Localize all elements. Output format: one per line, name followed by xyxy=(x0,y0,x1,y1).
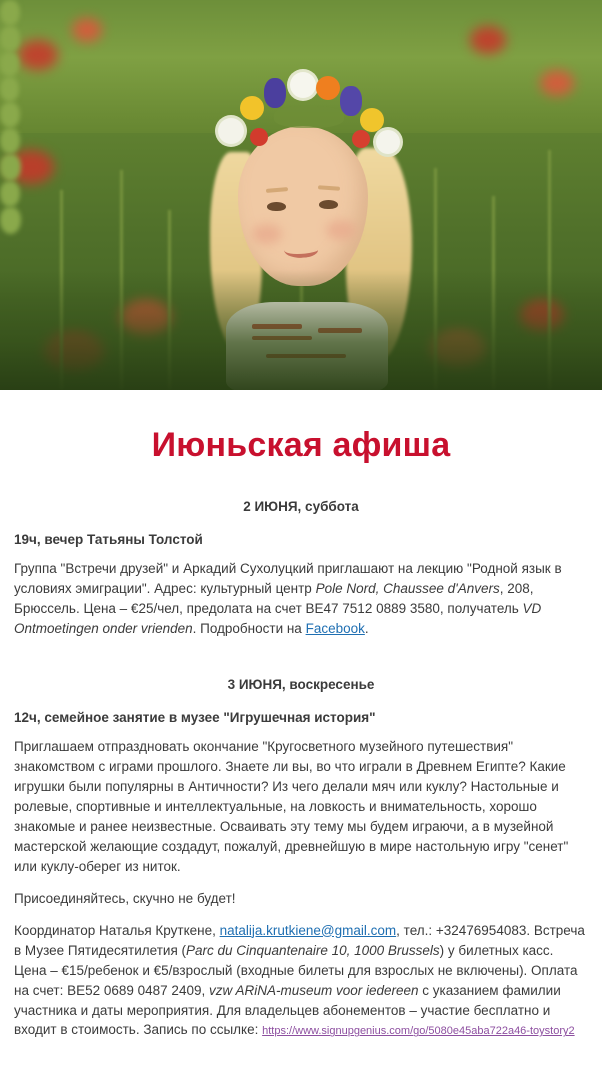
page-title: Июньская афиша xyxy=(151,426,451,464)
wreath-flower-white xyxy=(376,130,400,154)
wreath-flower-white xyxy=(218,118,244,144)
hero-photo xyxy=(0,0,602,390)
poppy-bud xyxy=(0,181,20,207)
wreath-flower-yellow xyxy=(240,96,264,120)
event-description xyxy=(14,559,588,639)
cheek xyxy=(326,220,356,240)
eye xyxy=(319,200,338,209)
flower-wreath xyxy=(212,72,402,164)
poppy-blossom xyxy=(72,18,102,42)
wreath-flower-orange xyxy=(316,76,340,100)
poppy-blossom xyxy=(18,40,58,70)
event-subheading: 12ч, семейное занятие в музее "Игрушечная история" xyxy=(14,709,376,725)
poppy-bud xyxy=(0,128,20,154)
payee-name: vzw ARiNA-museum voor iedereen xyxy=(208,982,419,998)
facebook-link[interactable]: Facebook xyxy=(305,620,365,636)
article-content xyxy=(0,426,602,1066)
wreath-flower-red xyxy=(250,128,268,146)
cheek xyxy=(252,224,282,244)
text-run: . Подробности на xyxy=(192,620,306,636)
wreath-flower-red xyxy=(352,130,370,148)
text-run: . xyxy=(364,620,369,636)
poppy-bud xyxy=(0,26,20,52)
poppy-blossom xyxy=(470,26,506,54)
text-run: , тел.: +32476954083. Встреча в Музее Пятидесятилетия ( xyxy=(14,922,585,958)
event-date-heading: 2 ИЮНЯ, суббота xyxy=(243,499,359,514)
wreath-flower-purple xyxy=(264,78,286,108)
wreath-flower-yellow xyxy=(360,108,384,132)
event-call-to-action xyxy=(14,889,588,909)
event-description xyxy=(14,737,588,877)
poppy-bud xyxy=(0,0,20,26)
signup-link[interactable]: https://www.signupgenius.com/go/5080e45aba722a46-toystory2 xyxy=(262,1025,575,1038)
text-run: Присоединяйтесь, скучно не будет! xyxy=(14,890,236,906)
poppy-bud xyxy=(0,154,21,181)
poppy-bud xyxy=(0,77,19,102)
event-subheading: 19ч, вечер Татьяны Толстой xyxy=(14,532,203,547)
text-run: Координатор Наталья Круткене, xyxy=(14,922,220,938)
wreath-flower-purple xyxy=(340,86,362,116)
poppy-bud xyxy=(0,52,19,77)
text-run: с указанием фамилии участника и даты мероприятия. Для владельцев абонементов – участие бесплатно и входит в стоимость. Запись по ссылке: xyxy=(14,982,561,1038)
poppy-bud xyxy=(0,207,21,234)
event-contact-details xyxy=(14,921,588,1041)
eye xyxy=(267,202,286,211)
poppy-bud xyxy=(0,102,20,128)
wreath-flower-white xyxy=(290,72,316,98)
event-date-heading: 3 ИЮНЯ, воскресенье xyxy=(227,676,375,692)
text-run: , 208, Брюссель. Цена – €25/чел, предолата на счет BE47 7512 0889 3580, получатель xyxy=(14,580,534,616)
venue-name: Pole Nord, Chaussee d'Anvers xyxy=(315,580,500,596)
text-run: ) у билетных касс. Цена – €15/ребенок и €5/взрослый (входные билеты для взрослых не включены). Оплата на счет: BE52 0689 0487 2409, xyxy=(14,942,578,998)
payee-name: VD Ontmoetingen onder vrienden xyxy=(14,600,542,636)
wreath-greenery xyxy=(274,106,344,128)
coordinator-email-link[interactable]: natalija.krutkiene@gmail.com xyxy=(219,922,397,938)
museum-address: Parc du Cinquantenaire 10, 1000 Brussels xyxy=(186,942,440,958)
text-run: Группа "Встречи друзей" и Аркадий Сухолуцкий приглашают на лекцию "Родной язык в условиях эмиграции". Адрес: культурный центр xyxy=(14,561,562,596)
text-run: Приглашаем отпраздновать окончание "Кругосветного музейного путешествия" знакомством с играми прошлого. Знаете ли вы, во что играли в Древнем Египте? Какие игрушки были популярны в Античности? Из чего делали мяч или куклу? Настольные и ролевые, спортивные и интеллектуальные, на ловкость и внимательность, хорошо знакомые и ранее неизвестные. Осваивать эту тему мы будем играючи, а в музейной мастерской желающие создадут, пожалуй, древнейшую в мире настольную игру "сенет" или куклу-оберег из ниток. xyxy=(14,738,569,874)
section-spacer xyxy=(14,651,588,677)
poppy-blossom xyxy=(540,70,574,96)
foreground-grass xyxy=(0,270,602,390)
